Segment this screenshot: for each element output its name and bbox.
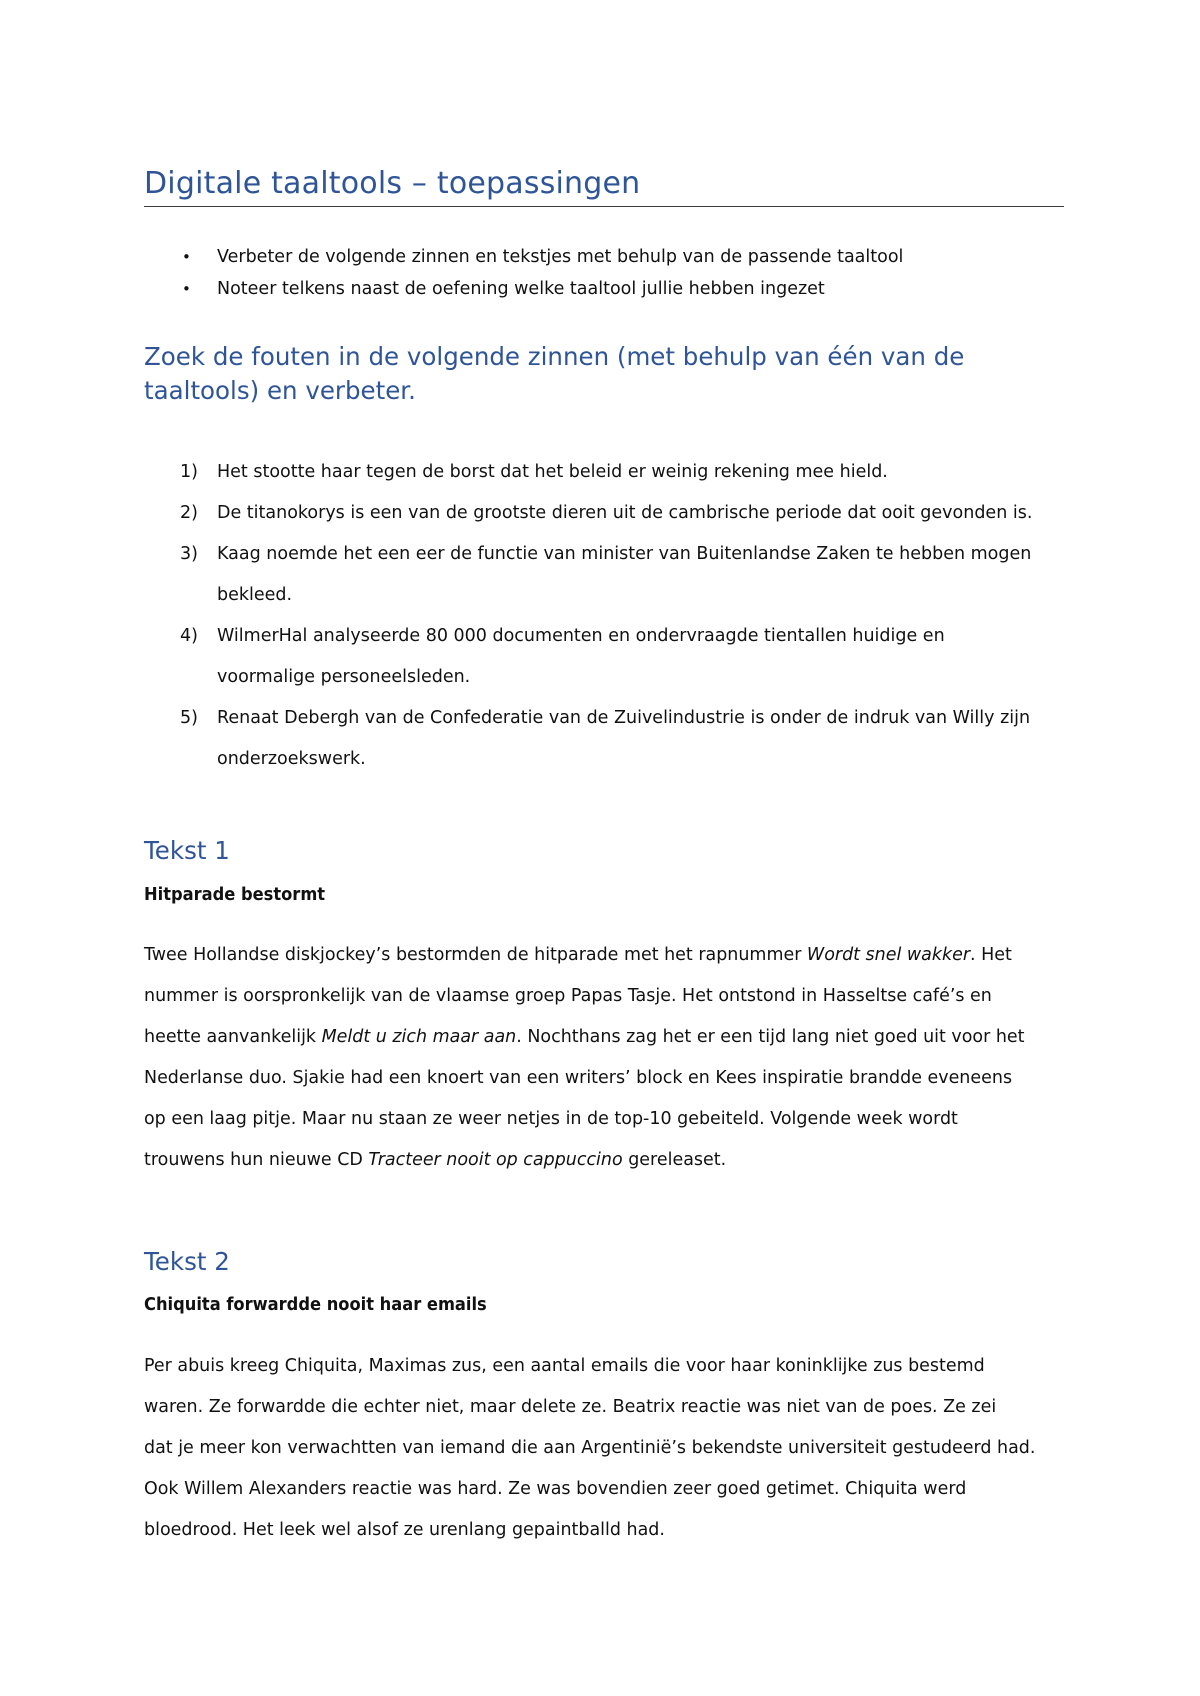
text-line: Nederlanse duo. Sjakie had een knoert van een writers’ block en Kees inspiratie brandde eveneens — [144, 1068, 1013, 1088]
text-line: Twee Hollandse diskjockey’s bestormden de hitparade met het rapnummer Wordt snel wakker. Het — [144, 945, 1012, 965]
tekst2-heading: Tekst 2 — [144, 1247, 230, 1276]
text-line: nummer is oorspronkelijk van de vlaamse groep Papas Tasje. Het ontstond in Hasseltse café’s en — [144, 986, 992, 1006]
list-item: • Verbeter de volgende zinnen en tekstjes met behulp van de passende taaltool — [144, 244, 903, 276]
list-item: 3) Kaag noemde het een eer de functie van minister van Buitenlandse Zaken te hebben mogen bekleed. — [180, 544, 1032, 605]
list-item: 1) Het stootte haar tegen de borst dat het beleid er weinig rekening mee hield. — [180, 462, 888, 482]
list-item: 5) Renaat Debergh van de Confederatie van de Zuivelindustrie is onder de indruk van Willy zijn onderzoekswerk. — [180, 708, 1031, 769]
text-line: Ook Willem Alexanders reactie was hard. Ze was bovendien zeer goed getimet. Chiquita werd — [144, 1479, 967, 1499]
bullet-icon: • — [182, 248, 191, 266]
sentence-list — [144, 452, 1064, 780]
tekst2-subtitle: Chiquita forwardde nooit haar emails — [144, 1295, 487, 1315]
tekst1-paragraph — [144, 935, 1064, 1181]
tekst2-paragraph — [144, 1346, 1064, 1551]
section-heading: Zoek de fouten in de volgende zinnen (met behulp van één van de taaltools) en verbeter. — [144, 342, 965, 405]
text-line: waren. Ze forwardde die echter niet, maar delete ze. Beatrix reactie was niet van de poes. Ze zei — [144, 1397, 997, 1417]
text-line: Per abuis kreeg Chiquita, Maximas zus, een aantal emails die voor haar koninklijke zus bestemd — [144, 1356, 985, 1376]
tekst1-heading: Tekst 1 — [144, 836, 230, 865]
page-title: Digitale taaltools – toepassingen — [144, 166, 641, 201]
text-line: heette aanvankelijk Meldt u zich maar aan. Nochthans zag het er een tijd lang niet goed uit voor het — [144, 1027, 1025, 1047]
text-line: dat je meer kon verwachtten van iemand die aan Argentinië’s bekendste universiteit gestudeerd had. — [144, 1438, 1036, 1458]
list-item: 2) De titanokorys is een van de grootste dieren uit de cambrische periode dat ooit gevonden is. — [180, 503, 1033, 523]
text-line: bloedrood. Het leek wel alsof ze urenlang gepaintballd had. — [144, 1520, 665, 1540]
list-item: 4) WilmerHal analyseerde 80 000 documenten en ondervraagde tientallen huidige en voormalige personeelsleden. — [180, 626, 945, 687]
text-line: op een laag pitje. Maar nu staan ze weer netjes in de top-10 gebeiteld. Volgende week wordt — [144, 1109, 958, 1129]
tekst1-subtitle: Hitparade bestormt — [144, 885, 326, 905]
title-underline — [144, 206, 1064, 207]
list-item: • Noteer telkens naast de oefening welke taaltool jullie hebben ingezet — [144, 276, 903, 308]
instruction-list — [144, 244, 903, 308]
text-line: trouwens hun nieuwe CD Tracteer nooit op cappuccino gereleaset. — [144, 1150, 727, 1170]
bullet-icon: • — [182, 280, 191, 298]
